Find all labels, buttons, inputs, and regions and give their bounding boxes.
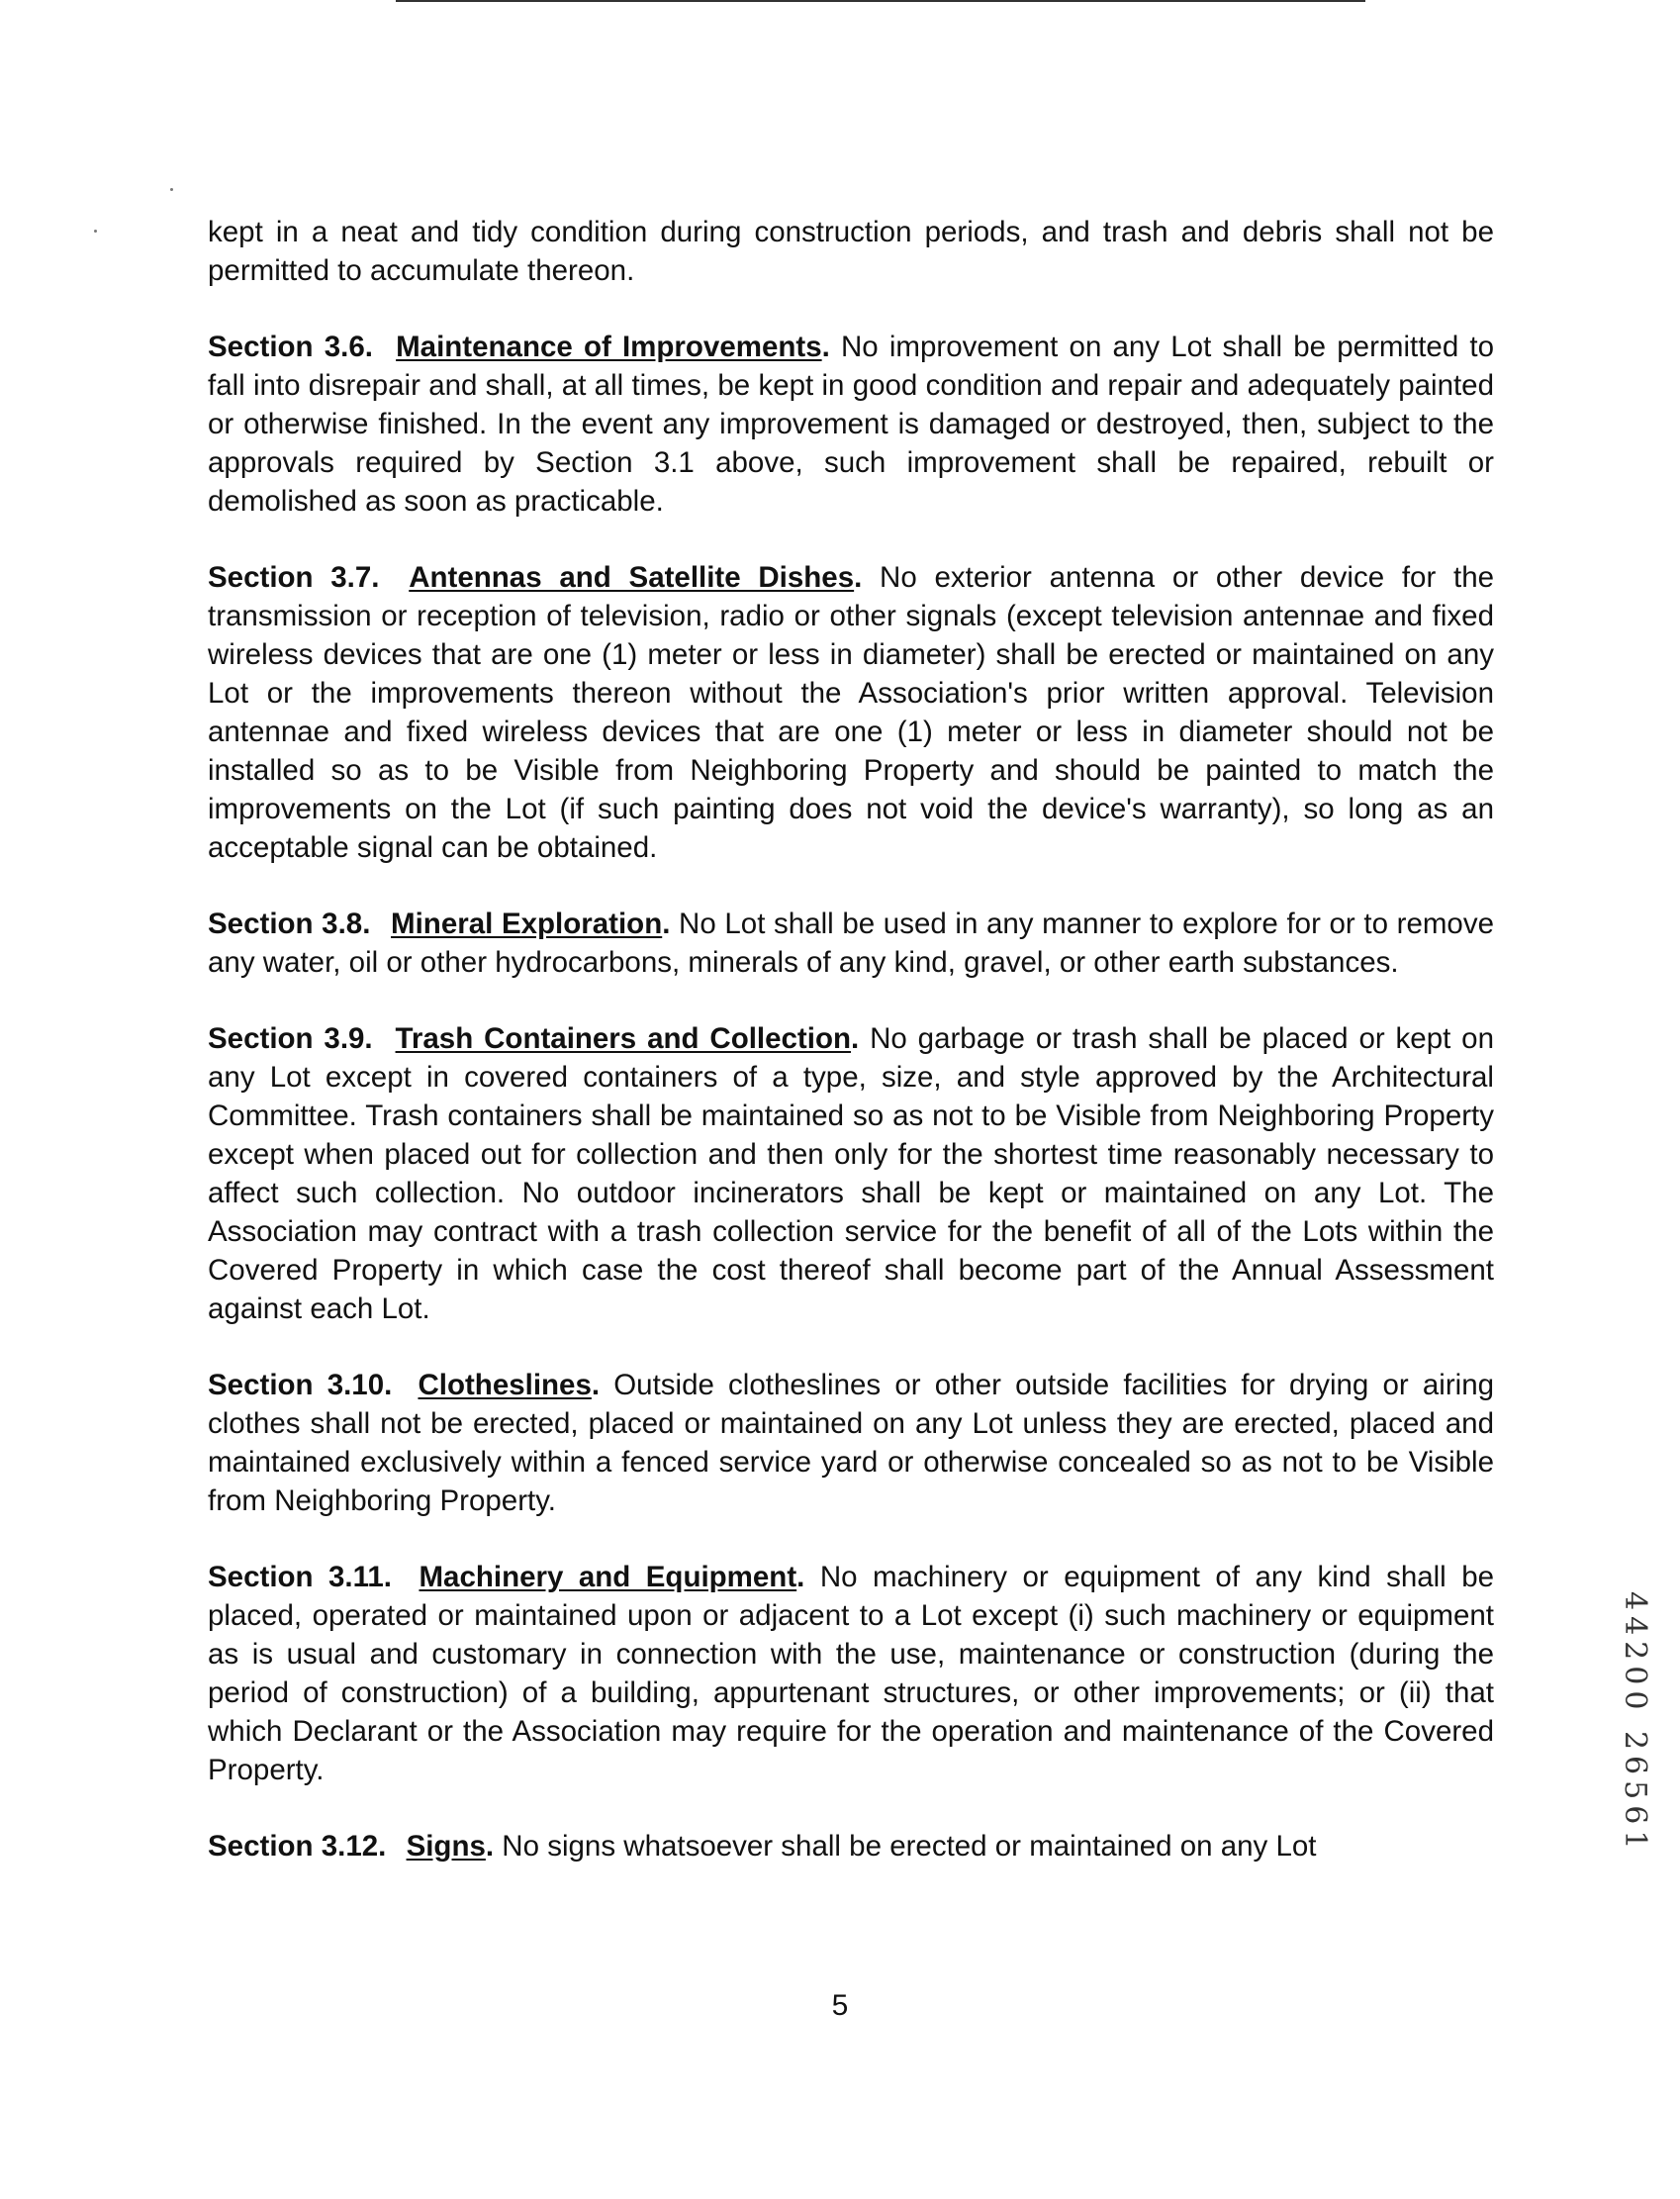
- section-title: Trash Containers and Collection: [395, 1022, 851, 1055]
- section-number: Section 3.7.: [208, 561, 380, 594]
- page-number: 5: [831, 1989, 849, 2022]
- section-3-8: Section 3.8. Mineral Exploration. No Lot shall be used in any manner to explore for or to remove any water, oil or other hydrocarbons, minerals of any kind, gravel, or other earth substances.: [208, 908, 1494, 979]
- scan-speck: [94, 230, 97, 233]
- intro-paragraph: kept in a neat and tidy condition during construction periods, and trash and debris shall not be permitted to accumulate thereon.: [208, 216, 1494, 287]
- section-number: Section 3.8.: [208, 908, 371, 940]
- document-body: [208, 213, 1494, 1903]
- section-title: Machinery and Equipment: [419, 1561, 797, 1593]
- section-title: Signs: [406, 1830, 486, 1863]
- section-number: Section 3.11.: [208, 1561, 392, 1593]
- section-number: Section 3.6.: [208, 331, 373, 363]
- section-number: Section 3.10.: [208, 1369, 393, 1401]
- section-3-10: Section 3.10. Clotheslines. Outside clotheslines or other outside facilities for drying or airing clothes shall not be erected, placed or maintained on any Lot unless they are erected, placed and maintained exclusively within a fenced service yard or otherwise concealed so as not to be Visible from Neighboring Property.: [208, 1369, 1495, 1517]
- section-3-7: Section 3.7. Antennas and Satellite Dishes. No exterior antenna or other device for the transmission or reception of television, radio or other signals (except television antennae and fixed wireless devices that are one (1) meter or less in diameter) shall be erected or maintained on any Lot or the improvements thereon without the Association's prior written approval. Television antennae and fixed wireless devices that are one (1) meter or less in diameter should not be installed so as to be Visible from Neighboring Property and should be painted to match the improvements on the Lot (if such painting does not void the device's warranty), so long as an acceptable signal can be obtained.: [208, 561, 1495, 864]
- section-3-12: Section 3.12. Signs. No signs whatsoever shall be erected or maintained on any Lot: [208, 1830, 1317, 1863]
- section-body: No improvement on any Lot shall be permitted to fall into disrepair and shall, at all times, be kept in good condition and repair and adequately painted or otherwise finished. In the event any improvement is damaged or destroyed, then, subject to the approvals required by Section 3.1 above, such improvement shall be repaired, rebuilt or demolished as soon as practicable.: [208, 331, 1494, 518]
- section-title: Maintenance of Improvements: [396, 331, 822, 363]
- section-body: Outside clotheslines or other outside facilities for drying or airing clothes shall not be erected, placed or maintained on any Lot unless they are erected, placed and maintained exclusively within a fenced service yard or otherwise concealed so as not to be Visible from Neighboring Property.: [208, 1369, 1495, 1517]
- scan-speck: [170, 188, 173, 191]
- section-number: Section 3.9.: [208, 1022, 373, 1055]
- section-3-6: Section 3.6. Maintenance of Improvements. No improvement on any Lot shall be permitted to fall into disrepair and shall, at all times, be kept in good condition and repair and adequately painted or otherwise finished. In the event any improvement is damaged or destroyed, then, subject to the approvals required by Section 3.1 above, such improvement shall be repaired, rebuilt or demolished as soon as practicable.: [208, 331, 1494, 518]
- section-title: Antennas and Satellite Dishes: [409, 561, 855, 594]
- section-3-11: Section 3.11. Machinery and Equipment. No machinery or equipment of any kind shall be placed, operated or maintained upon or adjacent to a Lot except (i) such machinery or equipment as is usual and customary in connection with the use, maintenance or construction (during the period of construction) of a building, appurtenant structures, or other improvements; or (ii) that which Declarant or the Association may require for the operation and maintenance of the Covered Property.: [208, 1561, 1495, 1786]
- top-rule: [396, 0, 1365, 2]
- side-stamp-number: 44200 26561: [1618, 1591, 1652, 1856]
- section-title: Clotheslines: [418, 1369, 592, 1401]
- section-title: Mineral Exploration: [391, 908, 663, 940]
- section-body: No machinery or equipment of any kind shall be placed, operated or maintained upon or adjacent to a Lot except (i) such machinery or equipment as is usual and customary in connection with the use, maintenance or construction (during the period of construction) of a building, appurtenant structures, or other improvements; or (ii) that which Declarant or the Association may require for the operation and maintenance of the Covered Property.: [208, 1561, 1495, 1786]
- section-number: Section 3.12.: [208, 1830, 387, 1863]
- section-body: No Lot shall be used in any manner to explore for or to remove any water, oil or other hydrocarbons, minerals of any kind, gravel, or other earth substances.: [208, 908, 1494, 979]
- section-body: No exterior antenna or other device for the transmission or reception of television, radio or other signals (except television antennae and fixed wireless devices that are one (1) meter or less in diameter) shall be erected or maintained on any Lot or the improvements thereon without the Association's prior written approval. Television antennae and fixed wireless devices that are one (1) meter or less in diameter should not be installed so as to be Visible from Neighboring Property and should be painted to match the improvements on the Lot (if such painting does not void the device's warranty), so long as an acceptable signal can be obtained.: [208, 561, 1495, 864]
- section-3-9: Section 3.9. Trash Containers and Collection. No garbage or trash shall be placed or kept on any Lot except in covered containers of a type, size, and style approved by the Architectural Committee. Trash containers shall be maintained so as not to be Visible from Neighboring Property except when placed out for collection and then only for the shortest time reasonably necessary to affect such collection. No outdoor incinerators shall be kept or maintained on any Lot. The Association may contract with a trash collection service for the benefit of all of the Lots within the Covered Property in which case the cost thereof shall become part of the Annual Assessment against each Lot.: [208, 1022, 1494, 1325]
- side-stamp: [1613, 1591, 1652, 1856]
- section-body: No signs whatsoever shall be erected or maintained on any Lot: [494, 1830, 1317, 1863]
- section-body: No garbage or trash shall be placed or kept on any Lot except in covered containers of a type, size, and style approved by the Architectural Committee. Trash containers shall be maintained so as not to be Visible from Neighboring Property except when placed out for collection and then only for the shortest time reasonably necessary to affect such collection. No outdoor incinerators shall be kept or maintained on any Lot. The Association may contract with a trash collection service for the benefit of all of the Lots within the Covered Property in which case the cost thereof shall become part of the Annual Assessment against each Lot.: [208, 1022, 1494, 1325]
